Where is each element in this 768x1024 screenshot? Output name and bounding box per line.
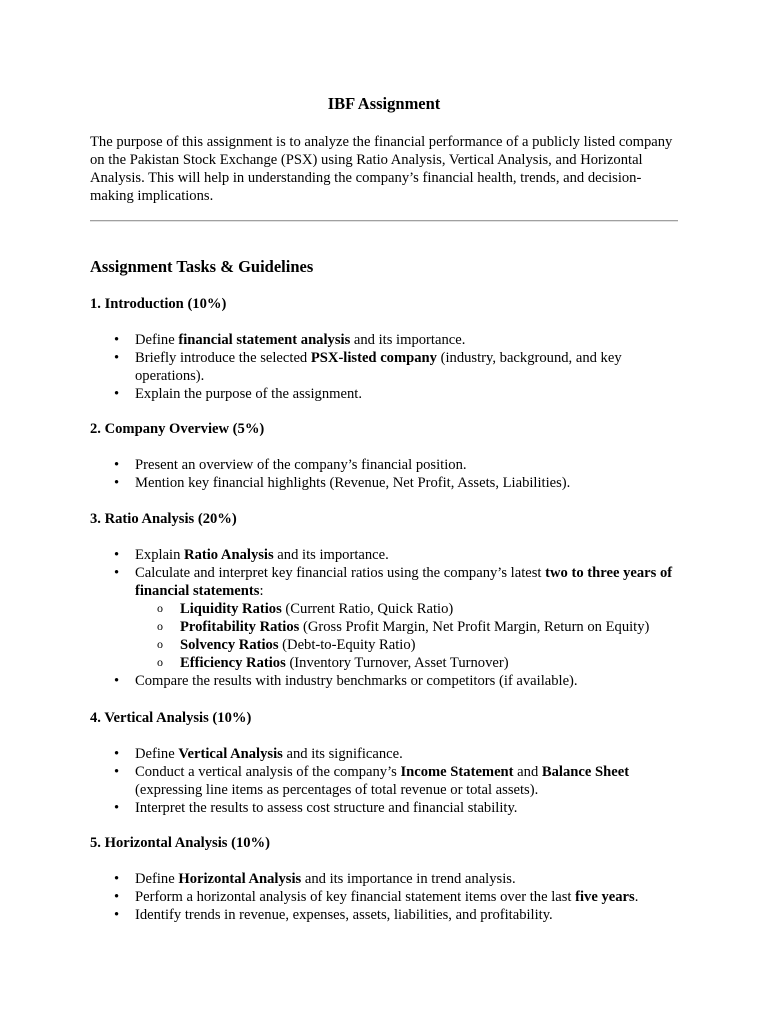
list-item: • Mention key financial highlights (Revenue, Net Profit, Assets, Liabilities). <box>90 474 680 492</box>
list-item: • Briefly introduce the selected PSX-listed company (industry, background, and key operations). <box>90 349 680 385</box>
section-heading-vertical-analysis: 4. Vertical Analysis (10%) <box>90 710 252 726</box>
list-item: • Define Vertical Analysis and its significance. <box>90 745 680 763</box>
ratio-types-sublist <box>135 600 680 672</box>
list-item: • Explain Ratio Analysis and its importance. <box>90 546 680 564</box>
list-item: • Explain the purpose of the assignment. <box>90 385 680 403</box>
horizontal-divider <box>90 220 678 222</box>
section-heading-ratio-analysis: 3. Ratio Analysis (20%) <box>90 511 237 527</box>
company-overview-list <box>90 456 680 492</box>
list-item: • Calculate and interpret key financial ratios using the company’s latest two to three years of financial statements: o Liquidity Ratios (Current Ratio, Quick Ratio) o Profitability Ratios (Gross Profit Margin, Net Profit Margin, Return on Equity) o Solvency Ratios (Debt-to-Equity Ratio) o Efficiency Ratios (Inventory Turnover, Asset Turnover) <box>90 564 680 672</box>
sub-list-item: o Efficiency Ratios (Inventory Turnover, Asset Turnover) <box>135 654 680 672</box>
section-heading-introduction: 1. Introduction (10%) <box>90 296 227 312</box>
section-title: Assignment Tasks & Guidelines <box>90 257 314 276</box>
introduction-list <box>90 331 680 403</box>
list-item: • Perform a horizontal analysis of key financial statement items over the last five years. <box>90 888 680 906</box>
sub-list-item: o Solvency Ratios (Debt-to-Equity Ratio) <box>135 636 680 654</box>
section-heading-horizontal-analysis: 5. Horizontal Analysis (10%) <box>90 835 270 851</box>
horizontal-analysis-list <box>90 870 680 924</box>
sub-list-item: o Liquidity Ratios (Current Ratio, Quick Ratio) <box>135 600 680 618</box>
list-item: • Define Horizontal Analysis and its importance in trend analysis. <box>90 870 680 888</box>
list-item: • Conduct a vertical analysis of the company’s Income Statement and Balance Sheet (expressing line items as percentages of total revenue or total assets). <box>90 763 680 799</box>
ratio-analysis-list <box>90 546 680 690</box>
list-item: • Present an overview of the company’s financial position. <box>90 456 680 474</box>
section-heading-company-overview: 2. Company Overview (5%) <box>90 421 265 437</box>
sub-list-item: o Profitability Ratios (Gross Profit Margin, Net Profit Margin, Return on Equity) <box>135 618 680 636</box>
list-item: • Identify trends in revenue, expenses, assets, liabilities, and profitability. <box>90 906 680 924</box>
intro-paragraph: The purpose of this assignment is to analyze the financial performance of a publicly listed company on the Pakistan Stock Exchange (PSX) using Ratio Analysis, Vertical Analysis, and Horizontal Analysis. This will help in understanding the company’s financial health, trends, and decision-making implications. <box>90 134 673 204</box>
document-title: IBF Assignment <box>327 94 441 113</box>
vertical-analysis-list <box>90 745 680 817</box>
list-item: • Interpret the results to assess cost structure and financial stability. <box>90 799 680 817</box>
list-item: • Compare the results with industry benchmarks or competitors (if available). <box>90 672 680 690</box>
list-item: • Define financial statement analysis and its importance. <box>90 331 680 349</box>
